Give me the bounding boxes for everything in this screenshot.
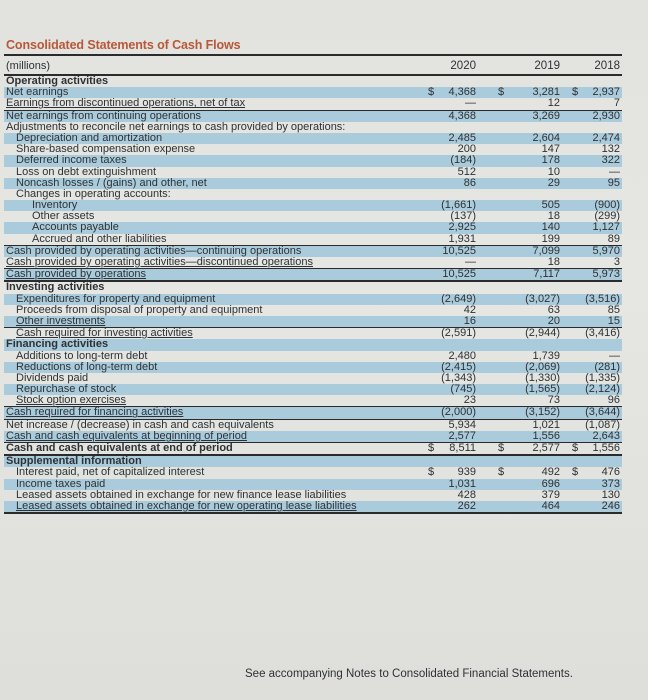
year-2020: 2020 [450,60,476,72]
value-2020: (2,649) [441,292,476,305]
value-2018: 130 [601,488,620,501]
row-label: Cash and cash equivalents at end of period [6,442,233,454]
unit-label: (millions) [6,60,50,72]
row-label: Cash provided by operations [6,268,147,281]
dollar-sign: $ [572,86,579,99]
row-label: Depreciation and amortization [16,131,163,144]
value-2018: 7 [613,97,620,110]
dollar-sign: $ [498,442,505,454]
value-2019: (1,565) [525,383,560,396]
value-2020: 2,925 [448,221,476,234]
value-2018: 96 [607,394,620,407]
value-2019: 2,577 [532,442,560,454]
value-2020: (1,661) [441,199,476,212]
value-2019: 10 [547,165,560,178]
value-2020: 2,485 [448,131,476,144]
row-label: Supplemental information [6,455,142,468]
row-label: Cash provided by operating activities—discontinued operations [6,256,313,268]
value-2019: 18 [547,256,560,268]
row-label: Additions to long-term debt [16,349,148,362]
value-2020: (1,343) [441,371,476,384]
value-2019: 29 [547,176,560,189]
row-label: Noncash losses / (gains) and other, net [16,176,207,189]
value-2019: 178 [541,154,560,167]
table-row [4,155,622,166]
value-2019: 63 [547,303,560,316]
value-2019: 3,269 [532,109,560,122]
dollar-sign: $ [572,442,579,454]
value-2018: 2,643 [592,429,620,442]
row-label: Earnings from discontinued operations, net of tax [6,97,246,110]
dollar-sign: $ [428,466,435,479]
value-2018: (2,124) [585,383,620,396]
value-2019: 7,117 [533,268,560,281]
value-2020: 10,525 [442,268,476,281]
value-2018: 3 [613,256,620,268]
value-2020: 2,577 [448,429,476,442]
row-label: Cash and cash equivalents at beginning of period [6,429,247,442]
value-2018: 85 [607,303,620,316]
value-2018: (299) [594,210,620,223]
row-label: Adjustments to reconcile net earnings to cash provided by operations: [6,120,346,133]
row-label: Proceeds from disposal of property and equipment [16,303,263,316]
value-2019: (3,027) [525,292,560,305]
section-header-row [4,76,622,87]
row-label: Leased assets obtained in exchange for new finance lease liabilities [16,488,347,501]
value-2020: 200 [457,143,476,156]
value-2020: 1,931 [448,232,476,245]
value-2018: 132 [601,143,620,156]
table-row [4,351,622,362]
value-2020: (2,415) [441,360,476,373]
row-label: Leased assets obtained in exchange for new operating lease liabilities [16,499,357,512]
value-2020: 86 [463,176,476,189]
value-2018: (3,644) [585,406,620,419]
row-label: Expenditures for property and equipment [16,292,216,305]
value-2020: 8,511 [449,442,476,454]
row-label: Dividends paid [16,371,89,384]
row-label: Stock option exercises [16,394,127,407]
value-2018: 373 [601,477,620,490]
row-label: Share-based compensation expense [16,143,196,156]
value-2019: 464 [541,499,560,512]
value-2018: — [609,349,620,362]
value-2019: 7,099 [532,244,560,257]
table-row [4,407,622,419]
row-label: Income taxes paid [16,477,106,490]
value-2019: 492 [541,466,560,479]
table-row [4,501,622,514]
table-row [4,189,622,200]
value-2019: 696 [541,477,560,490]
row-label: Reductions of long-term debt [16,360,158,373]
value-2020: (184) [450,154,476,167]
table-row [4,222,622,233]
value-2018: 1,127 [592,221,620,234]
statement-title: Consolidated Statements of Cash Flows [6,38,241,52]
value-2019: 1,556 [532,429,560,442]
dollar-sign: $ [428,86,435,99]
value-2019: 140 [541,221,560,234]
table-row [4,98,622,110]
row-label: Other investments [16,314,106,327]
value-2018: — [609,165,620,178]
value-2019: 199 [541,232,560,245]
value-2019: 20 [547,314,560,327]
value-2018: (281) [594,360,620,373]
value-2020: 262 [457,499,476,512]
row-label: Deferred income taxes [16,154,127,167]
value-2019: 3,281 [532,86,560,99]
value-2019: 18 [547,210,560,223]
table-row [4,234,622,246]
value-2018: 1,556 [592,442,620,454]
row-label: Financing activities [6,338,109,351]
value-2018: 15 [607,314,620,327]
value-2018: (900) [594,199,620,212]
value-2019: 1,739 [532,349,560,362]
row-label: Investing activities [6,281,105,294]
value-2020: 42 [463,303,476,316]
table-row [4,167,622,178]
dollar-sign: $ [572,466,579,479]
value-2020: 23 [463,394,476,407]
value-2018: 89 [607,232,620,245]
value-2018: 95 [607,176,620,189]
value-2019: 12 [547,97,560,110]
row-label: Other assets [32,210,95,223]
dollar-sign: $ [498,86,505,99]
value-2018: 322 [601,154,620,167]
value-2020: — [465,97,476,110]
cash-flow-table [4,56,622,514]
value-2020: 10,525 [442,244,476,257]
value-2020: 939 [457,466,476,479]
row-label: Cash required for investing activities [16,327,193,340]
year-2018: 2018 [594,60,620,72]
year-2019: 2019 [534,60,560,72]
value-2018: (3,516) [585,292,620,305]
row-label: Changes in operating accounts: [16,187,171,200]
table-row [4,200,622,211]
row-label: Interest paid, net of capitalized interest [16,466,205,479]
value-2018: 2,930 [592,109,620,122]
value-2018: 5,973 [592,268,620,281]
section-header-row [4,339,622,350]
row-label: Cash required for financing activities [6,406,184,419]
value-2019: (3,152) [525,406,560,419]
value-2019: 505 [541,199,560,212]
value-2018: 476 [601,466,620,479]
row-label: Net increase / (decrease) in cash and cash equivalents [6,418,274,431]
footnote: See accompanying Notes to Consolidated Financial Statements. [245,668,573,680]
value-2019: (2,069) [525,360,560,373]
value-2019: 1,021 [532,418,560,431]
value-2018: (1,087) [585,418,620,431]
value-2018: 5,970 [592,244,620,257]
row-label: Operating activities [6,75,109,87]
value-2019: 2,604 [532,131,560,144]
row-label: Repurchase of stock [16,383,117,396]
value-2020: 5,934 [448,418,476,431]
section-header-row [4,282,622,293]
value-2019: 379 [541,488,560,501]
row-label: Accounts payable [32,221,119,234]
value-2018: 2,937 [592,86,620,99]
value-2020: — [465,256,476,268]
value-2018: 2,474 [592,131,620,144]
value-2018: 246 [601,499,620,512]
value-2020: 1,031 [448,477,476,490]
row-label: Loss on debt extinguishment [16,165,157,178]
value-2020: 2,480 [448,349,476,362]
value-2020: 4,368 [448,86,476,99]
value-2019: (2,944) [525,327,560,340]
row-label: Cash provided by operating activities—continuing operations [6,244,302,257]
value-2020: (2,000) [441,406,476,419]
table-row [4,467,622,478]
header-row [4,56,622,76]
value-2019: (1,330) [525,371,560,384]
value-2020: 16 [463,314,476,327]
value-2020: (745) [450,383,476,396]
value-2020: 512 [457,165,476,178]
dollar-sign: $ [498,466,505,479]
row-label: Accrued and other liabilities [32,232,167,245]
dollar-sign: $ [428,442,435,454]
value-2019: 73 [547,394,560,407]
value-2020: (2,591) [441,327,476,340]
value-2019: 147 [541,143,560,156]
value-2018: (3,416) [585,327,620,340]
value-2020: (137) [450,210,476,223]
value-2018: (1,335) [585,371,620,384]
value-2020: 4,368 [448,109,476,122]
row-label: Net earnings [6,86,69,99]
value-2020: 428 [457,488,476,501]
row-label: Net earnings from continuing operations [6,109,202,122]
row-label: Inventory [32,199,78,212]
